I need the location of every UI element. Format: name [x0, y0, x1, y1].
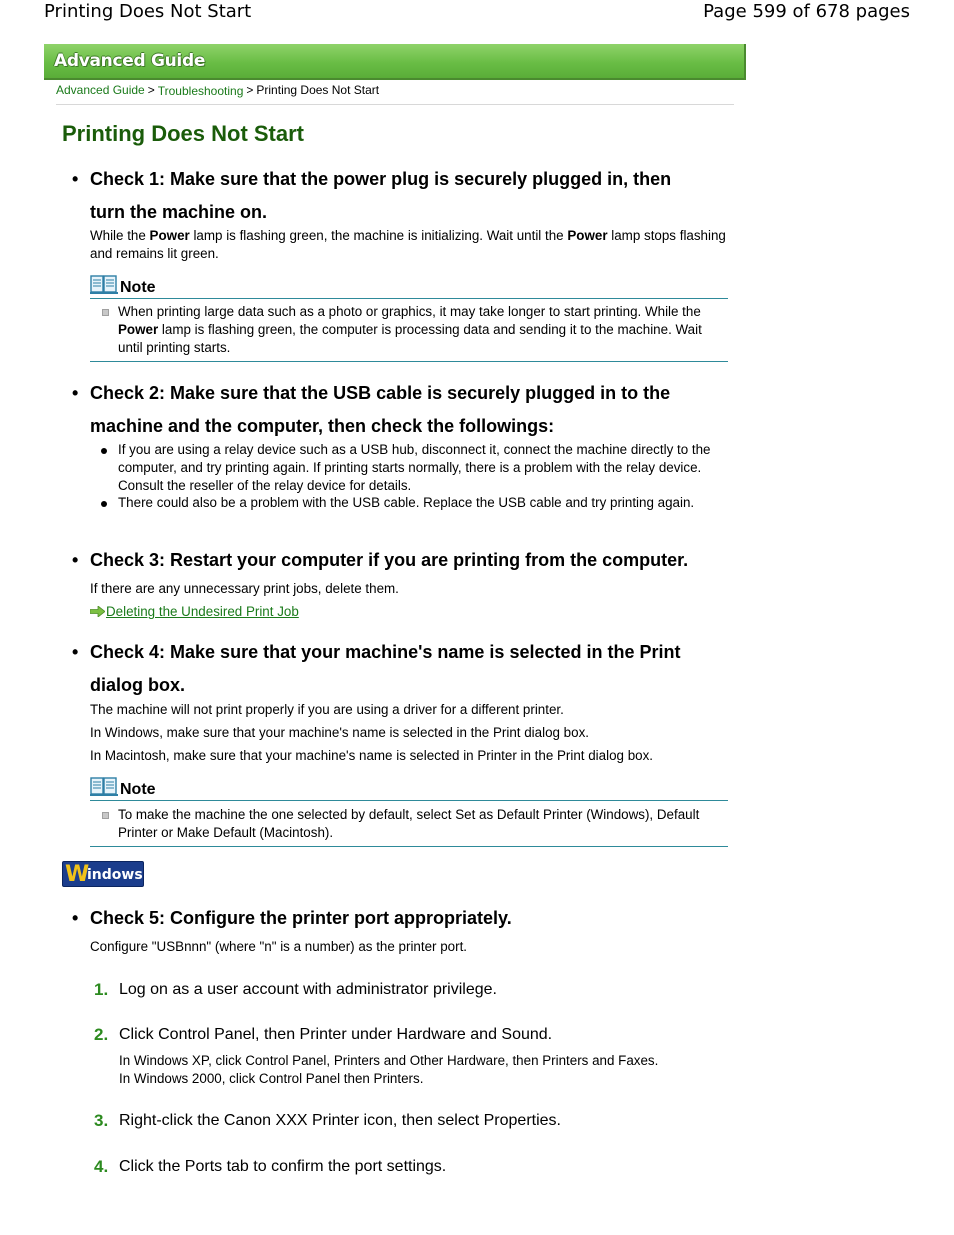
note-rule: [90, 361, 728, 362]
check-3-body: If there are any unnecessary print jobs, delete them.: [90, 581, 399, 596]
header-page-count: Page 599 of 678 pages: [703, 1, 910, 22]
note-item: To make the machine the one selected by default, select Set as Default Printer (Windows), Default Printer or Make Default (Macintosh).: [118, 806, 730, 842]
check-2-line-2: machine and the computer, then check the followings:: [90, 416, 555, 436]
breadcrumb: [56, 83, 379, 97]
square-bullet-icon: [102, 309, 109, 316]
note-label: Note: [120, 279, 156, 296]
check-3-heading: [72, 544, 730, 577]
check-5-line-1: Check 5: Configure the printer port appropriately.: [90, 908, 512, 928]
breadcrumb-separator: >: [246, 83, 254, 97]
note-rule: [90, 846, 728, 847]
check-5-body: Configure "USBnnn" (where "n" is a number) as the printer port.: [90, 939, 468, 954]
divider: [56, 104, 734, 105]
check-1-heading: [72, 163, 730, 229]
step-text: Right-click the Canon XXX Printer icon, then select Properties.: [119, 1112, 561, 1129]
header-doc-title: Printing Does Not Start: [44, 1, 252, 22]
check-4-para: In Windows, make sure that your machine's name is selected in the Print dialog box.: [90, 725, 589, 740]
step-number: 1.: [94, 980, 109, 999]
check-4-line-1: Check 4: Make sure that your machine's name is selected in the Print: [90, 642, 681, 662]
deleting-print-job-link[interactable]: Deleting the Undesired Print Job: [90, 604, 299, 619]
breadcrumb-current: Printing Does Not Start: [256, 83, 380, 97]
check-1-line-1: Check 1: Make sure that the power plug is securely plugged in, then: [90, 169, 672, 189]
check-4-line-2: dialog box.: [90, 675, 186, 695]
check-4-heading: [72, 636, 730, 702]
step-number: 4.: [94, 1157, 109, 1176]
square-bullet-icon: [102, 812, 109, 819]
banner-label: Advanced Guide: [54, 51, 206, 71]
note-book-icon: [90, 777, 118, 797]
bullet-icon: [101, 501, 107, 507]
check-4-para: In Macintosh, make sure that your machine's name is selected in Printer in the Print dialog box.: [90, 748, 654, 763]
note-heading: [90, 275, 156, 299]
bullet-icon: •: [72, 642, 79, 662]
arrow-right-icon: [90, 605, 105, 616]
note-rule: [90, 298, 728, 299]
step-text: Click the Ports tab to confirm the port settings.: [119, 1158, 447, 1175]
step-number: 2.: [94, 1025, 109, 1044]
note-item: When printing large data such as a photo or graphics, it may take longer to start printing. While the Power lamp is flashing green, the computer is processing data and sending it to the machine. Wait until printing starts.: [118, 303, 730, 357]
breadcrumb-separator: >: [147, 83, 155, 97]
check-3-line-1: Check 3: Restart your computer if you are printing from the computer.: [90, 550, 689, 570]
step-2-note: In Windows XP, click Control Panel, Printers and Other Hardware, then Printers and Faxes.: [119, 1053, 659, 1068]
bullet-icon: •: [72, 908, 79, 928]
bullet-icon: •: [72, 383, 79, 403]
bullet-icon: [101, 448, 107, 454]
note-rule: [90, 800, 728, 801]
windows-badge-letter: W: [65, 862, 90, 887]
list-item: If you are using a relay device such as a USB hub, disconnect it, connect the machine directly to the computer, and try printing again. If printing starts normally, there is a problem with the relay device. Consult the reseller of the relay device for details.: [118, 441, 730, 495]
note-book-icon: [90, 275, 118, 295]
check-2-line-1: Check 2: Make sure that the USB cable is securely plugged in to the: [90, 383, 671, 403]
note-heading: [90, 777, 156, 801]
check-1-line-2: turn the machine on.: [90, 202, 268, 222]
step-number: 3.: [94, 1111, 109, 1130]
list-item: There could also be a problem with the USB cable. Replace the USB cable and try printing again.: [118, 494, 730, 512]
check-5-heading: [72, 902, 730, 935]
breadcrumb-link-troubleshooting[interactable]: Troubleshooting: [157, 84, 244, 98]
check-4-para: The machine will not print properly if you are using a driver for a different printer.: [90, 702, 564, 717]
check-1-body: While the Power lamp is flashing green, the machine is initializing. Wait until the Power lamp stops flashing and remains lit green.: [90, 228, 726, 261]
advanced-guide-banner: [44, 44, 746, 80]
step-text: Click Control Panel, then Printer under Hardware and Sound.: [119, 1026, 553, 1043]
bullet-icon: •: [72, 550, 79, 570]
page-title: Printing Does Not Start: [62, 121, 305, 146]
check-2-heading: [72, 377, 730, 443]
step-2-note: In Windows 2000, click Control Panel then Printers.: [119, 1071, 424, 1086]
windows-badge-text: indows: [87, 867, 143, 883]
page-header: [0, 0, 954, 26]
step-text: Log on as a user account with administrator privilege.: [119, 981, 497, 998]
breadcrumb-link-advanced-guide[interactable]: Advanced Guide: [56, 83, 145, 97]
windows-badge: [62, 861, 144, 887]
note-label: Note: [120, 781, 156, 798]
bullet-icon: •: [72, 169, 79, 189]
